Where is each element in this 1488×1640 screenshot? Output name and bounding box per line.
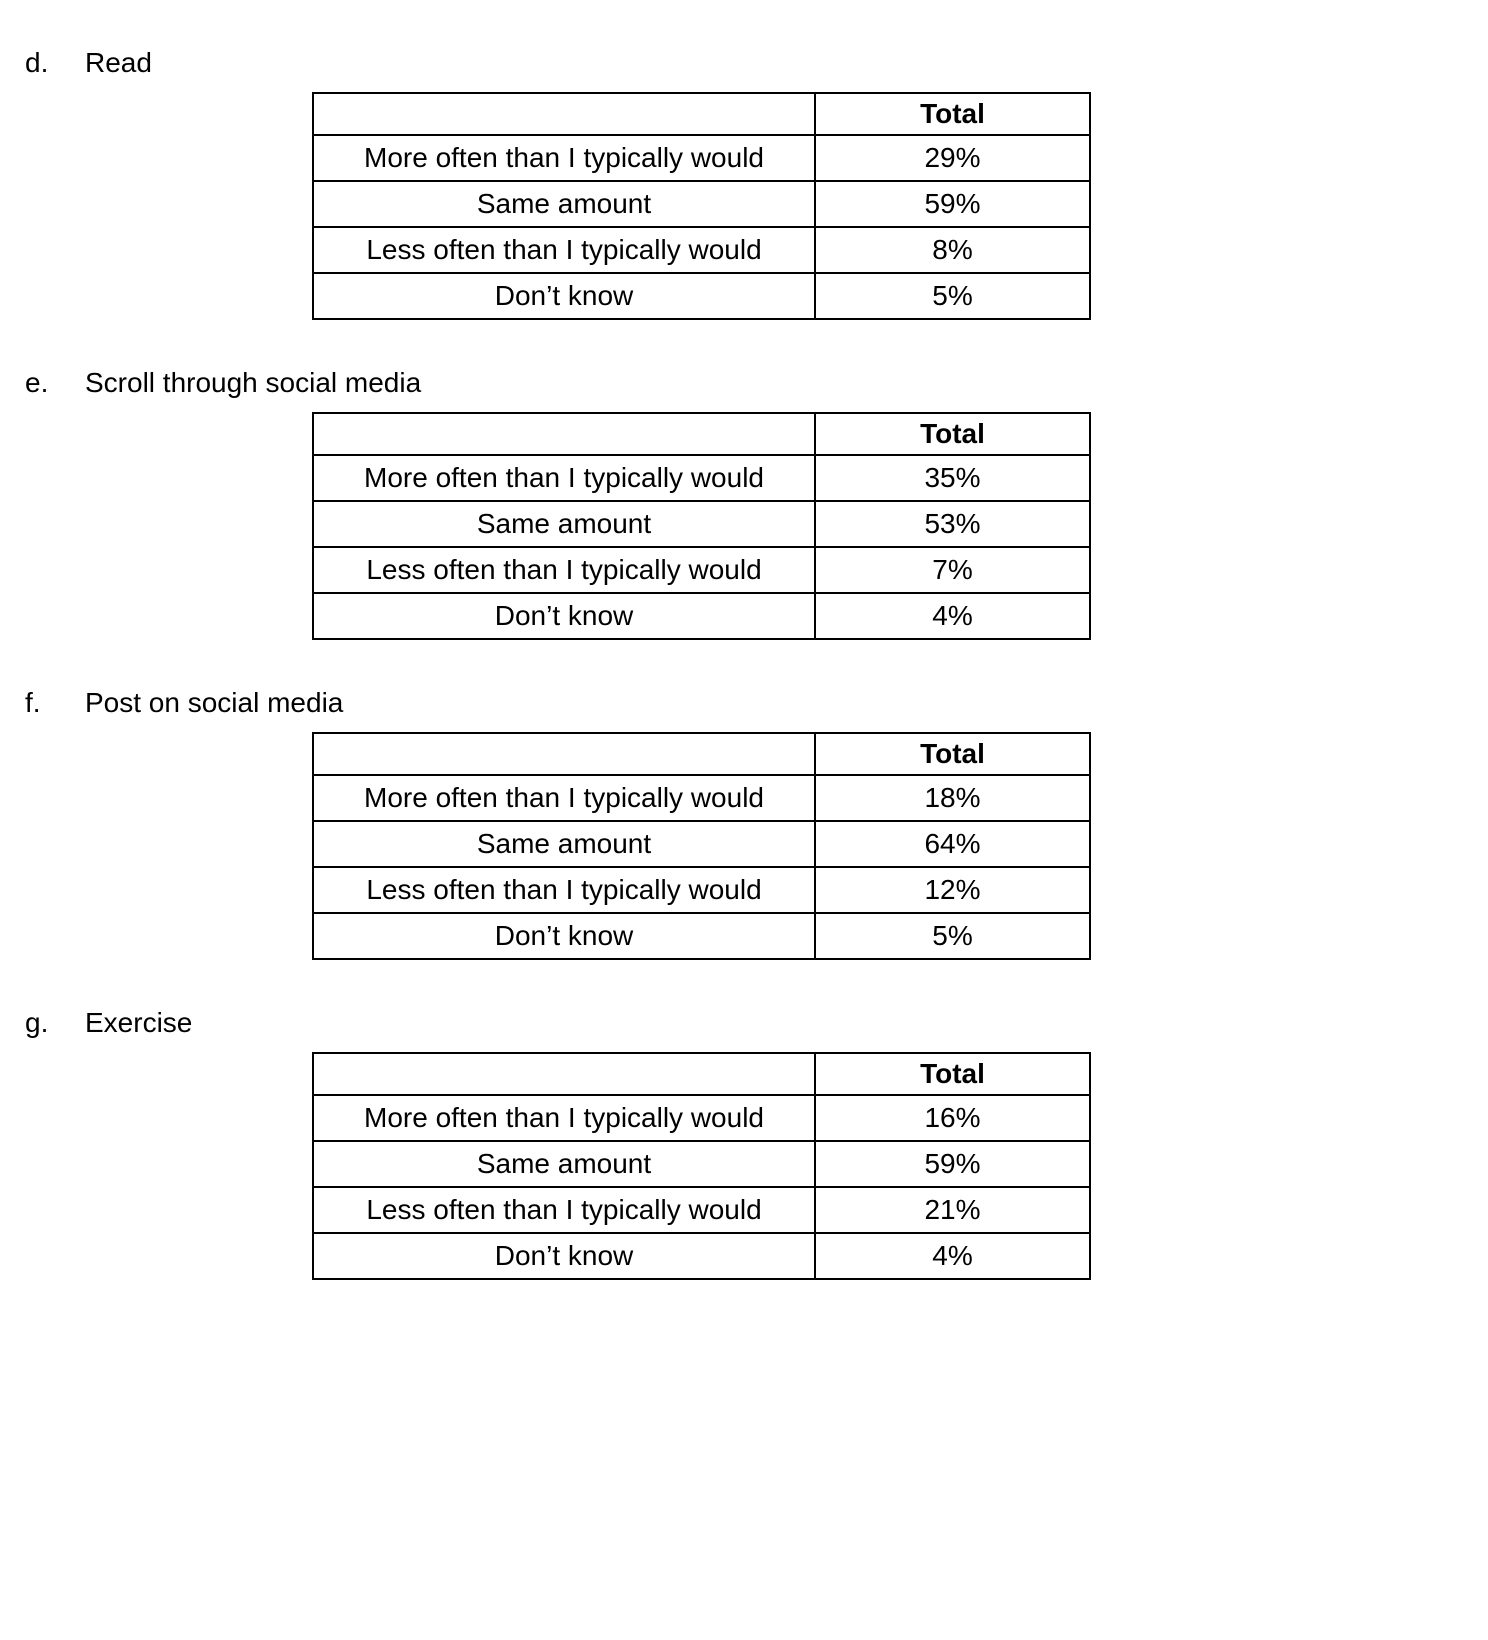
section-title: Scroll through social media <box>85 367 422 398</box>
row-value: 12% <box>815 867 1090 913</box>
row-label: Less often than I typically would <box>313 547 815 593</box>
table-header-row <box>313 1053 1090 1095</box>
table-row <box>313 775 1090 821</box>
row-value: 59% <box>815 181 1090 227</box>
row-value: 53% <box>815 501 1090 547</box>
section-heading <box>0 686 1488 719</box>
table-row <box>313 593 1090 639</box>
row-value: 16% <box>815 1095 1090 1141</box>
results-table <box>312 92 1091 320</box>
row-value: 21% <box>815 1187 1090 1233</box>
section-title: Read <box>85 47 152 78</box>
header-empty-cell <box>313 413 815 455</box>
table-row <box>313 181 1090 227</box>
table-row <box>313 1141 1090 1187</box>
table-row <box>313 821 1090 867</box>
row-value: 4% <box>815 1233 1090 1279</box>
row-label: Same amount <box>313 821 815 867</box>
row-label: Same amount <box>313 1141 815 1187</box>
section-heading <box>0 366 1488 399</box>
section-letter: f. <box>25 687 41 718</box>
section-letter: g. <box>25 1007 49 1038</box>
row-value: 35% <box>815 455 1090 501</box>
section-title: Post on social media <box>85 687 344 718</box>
table-header-row <box>313 93 1090 135</box>
row-label: Don’t know <box>313 913 815 959</box>
section-scroll-social-media <box>0 366 1488 640</box>
section-letter: d. <box>25 47 49 78</box>
header-empty-cell <box>313 733 815 775</box>
row-label: More often than I typically would <box>313 135 815 181</box>
row-label: Don’t know <box>313 593 815 639</box>
section-letter: e. <box>25 367 49 398</box>
section-heading <box>0 46 1488 79</box>
row-value: 29% <box>815 135 1090 181</box>
row-label: More often than I typically would <box>313 455 815 501</box>
header-empty-cell <box>313 93 815 135</box>
row-value: 5% <box>815 273 1090 319</box>
table-row <box>313 867 1090 913</box>
header-total-cell: Total <box>815 413 1090 455</box>
table-row <box>313 1187 1090 1233</box>
table-row <box>313 501 1090 547</box>
section-heading <box>0 1006 1488 1039</box>
results-table <box>312 1052 1091 1280</box>
row-label: Less often than I typically would <box>313 867 815 913</box>
row-value: 59% <box>815 1141 1090 1187</box>
section-read <box>0 46 1488 320</box>
table-row <box>313 1095 1090 1141</box>
table-row <box>313 913 1090 959</box>
row-value: 64% <box>815 821 1090 867</box>
row-value: 5% <box>815 913 1090 959</box>
table-header-row <box>313 733 1090 775</box>
header-total-cell: Total <box>815 733 1090 775</box>
header-empty-cell <box>313 1053 815 1095</box>
row-label: Don’t know <box>313 273 815 319</box>
section-title: Exercise <box>85 1007 193 1038</box>
header-total-cell: Total <box>815 93 1090 135</box>
row-label: Same amount <box>313 501 815 547</box>
results-table <box>312 412 1091 640</box>
row-label: More often than I typically would <box>313 775 815 821</box>
row-value: 4% <box>815 593 1090 639</box>
table-row <box>313 1233 1090 1279</box>
table-row <box>313 273 1090 319</box>
section-post-social-media <box>0 686 1488 960</box>
table-header-row <box>313 413 1090 455</box>
row-label: Less often than I typically would <box>313 227 815 273</box>
table-row <box>313 227 1090 273</box>
row-label: Same amount <box>313 181 815 227</box>
table-row <box>313 135 1090 181</box>
row-label: Don’t know <box>313 1233 815 1279</box>
table-row <box>313 547 1090 593</box>
results-table <box>312 732 1091 960</box>
row-value: 7% <box>815 547 1090 593</box>
row-value: 8% <box>815 227 1090 273</box>
row-label: More often than I typically would <box>313 1095 815 1141</box>
row-value: 18% <box>815 775 1090 821</box>
row-label: Less often than I typically would <box>313 1187 815 1233</box>
header-total-cell: Total <box>815 1053 1090 1095</box>
section-exercise <box>0 1006 1488 1280</box>
table-row <box>313 455 1090 501</box>
